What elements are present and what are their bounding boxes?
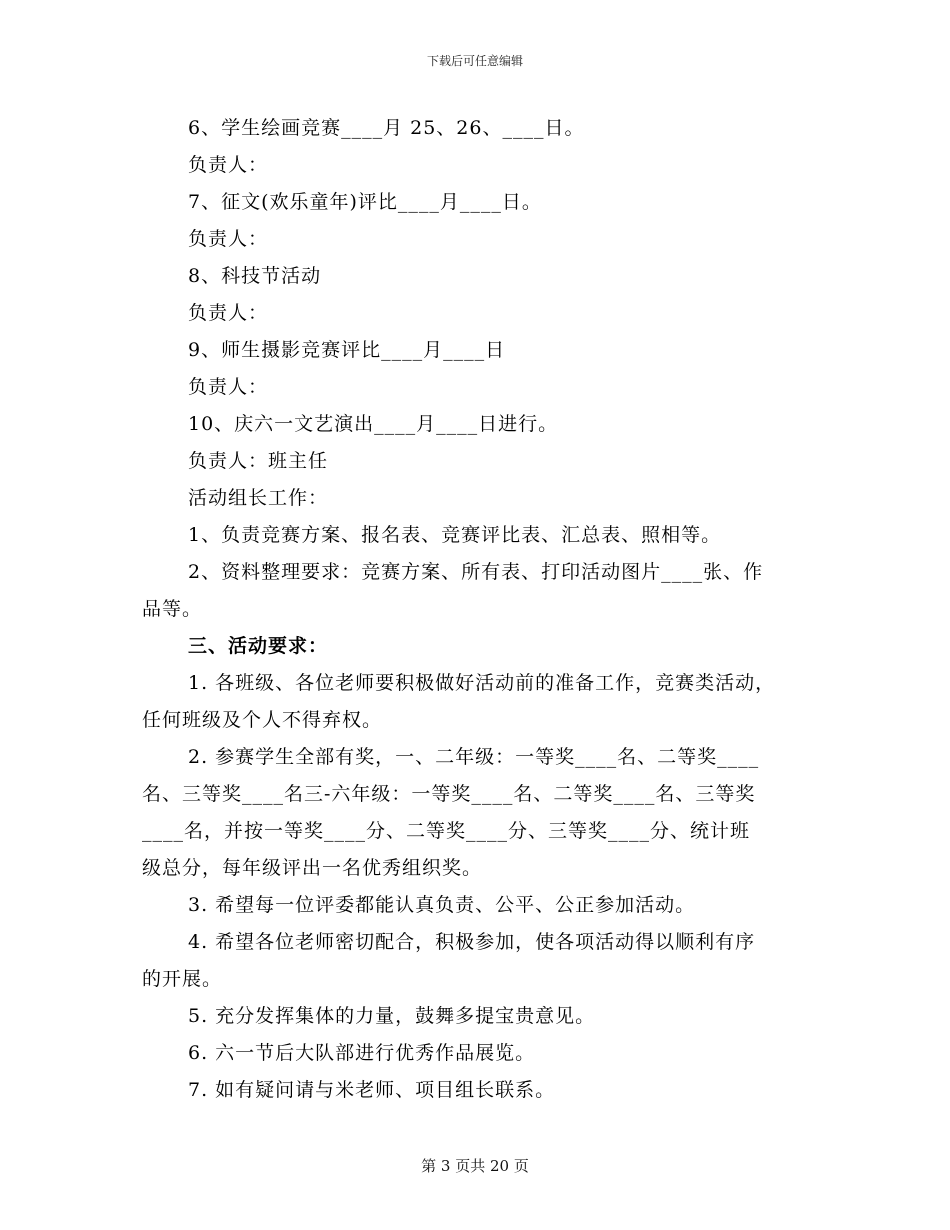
- requirement-2-line-3: ____名，并按一等奖____分、二等奖____分、三等奖____分、统计班: [142, 820, 751, 842]
- responsible-person-label: 负责人：: [188, 302, 269, 324]
- requirement-4-line-2: 的开展。: [142, 968, 223, 990]
- item-7-essay-contest: 7、征文(欢乐童年)评比____月____日。: [188, 191, 542, 213]
- responsible-person-label: 负责人：: [188, 154, 269, 176]
- requirement-1-line-1: 1. 各班级、各位老师要积极做好活动前的准备工作，竞赛类活动，: [188, 672, 776, 694]
- requirement-1-line-2: 任何班级及个人不得弃权。: [142, 709, 383, 731]
- item-10-performance: 10、庆六一文艺演出____月____日进行。: [188, 413, 559, 435]
- item-8-tech-festival: 8、科技节活动: [188, 265, 322, 287]
- leader-task-2-line-1: 2、资料整理要求：竞赛方案、所有表、打印活动图片____张、作: [188, 561, 764, 583]
- requirement-5: 5. 充分发挥集体的力量，鼓舞多提宝贵意见。: [188, 1005, 596, 1027]
- page-header: 下载后可任意编辑: [426, 54, 523, 68]
- responsible-person-class-teacher: 负责人：班主任: [188, 450, 329, 472]
- page-number-footer: 第 3 页共 20 页: [421, 1157, 529, 1175]
- requirement-7: 7. 如有疑问请与米老师、项目组长联系。: [188, 1079, 556, 1101]
- requirement-6: 6. 六一节后大队部进行优秀作品展览。: [188, 1042, 536, 1064]
- requirement-3: 3. 希望每一位评委都能认真负责、公平、公正参加活动。: [188, 894, 696, 916]
- group-leader-work-heading: 活动组长工作：: [188, 487, 329, 509]
- requirement-2-line-1: 2. 参赛学生全部有奖，一、二年级：一等奖____名、二等奖____: [188, 746, 760, 768]
- document-body: [142, 110, 806, 1109]
- responsible-person-label: 负责人：: [188, 228, 269, 250]
- item-9-photo-contest: 9、师生摄影竞赛评比____月____日: [188, 339, 506, 361]
- item-6-drawing-contest: 6、学生绘画竞赛____月 25、26、____日。: [188, 117, 585, 139]
- section-3-heading: 三、活动要求：: [188, 635, 329, 657]
- requirement-2-line-2: 名、三等奖____名三-六年级：一等奖____名、二等奖____名、三等奖: [142, 783, 756, 805]
- requirement-4-line-1: 4. 希望各位老师密切配合，积极参加，使各项活动得以顺利有序: [188, 931, 756, 953]
- leader-task-1: 1、负责竞赛方案、报名表、竞赛评比表、汇总表、照相等。: [188, 524, 722, 546]
- leader-task-2-line-2: 品等。: [142, 598, 203, 620]
- responsible-person-label: 负责人：: [188, 376, 269, 398]
- requirement-2-line-4: 级总分，每年级评出一名优秀组织奖。: [142, 857, 483, 879]
